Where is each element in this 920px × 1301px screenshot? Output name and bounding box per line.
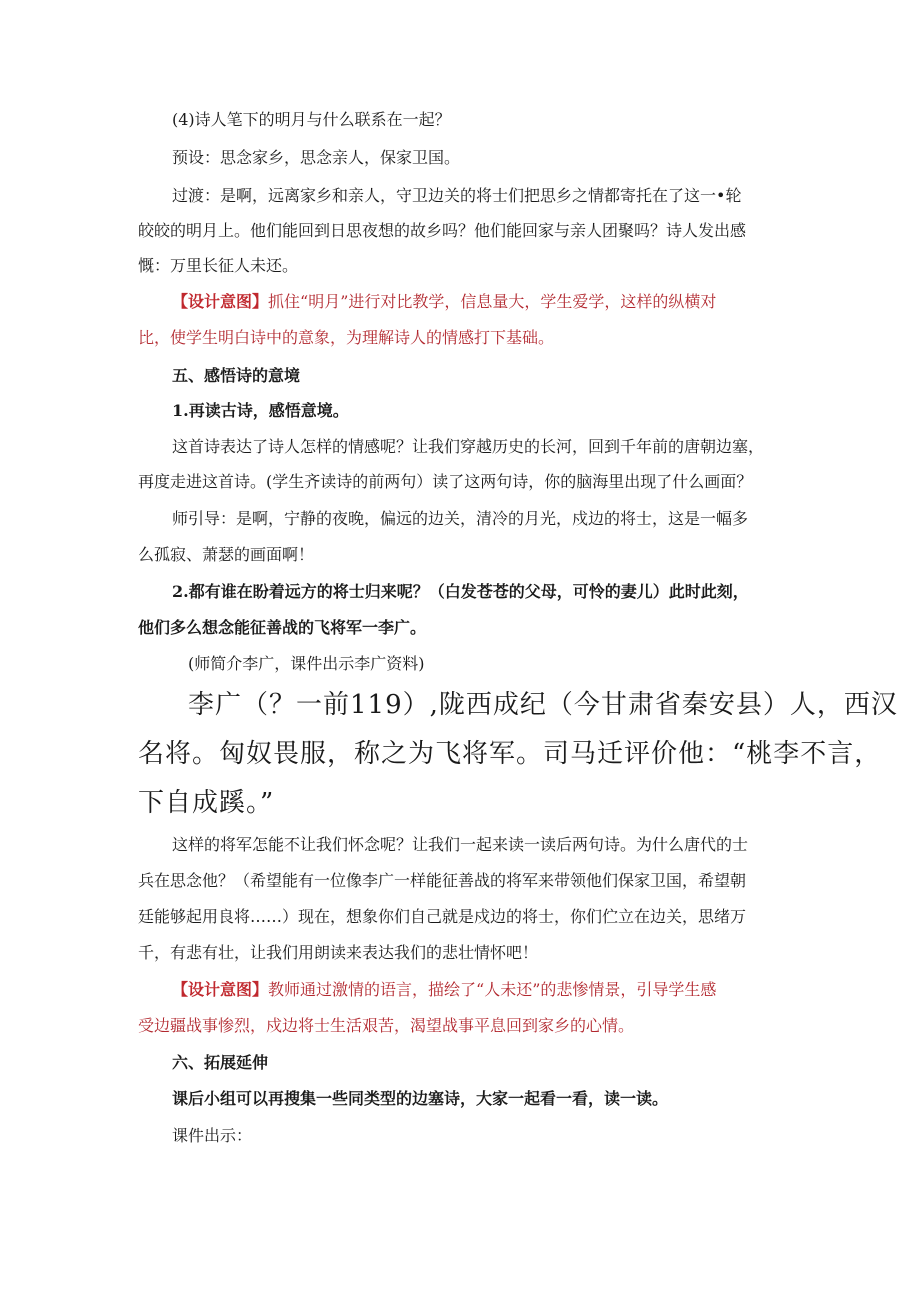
design-intent-text: 教师通过激情的语言，描绘了“人未还”的悲惨情景，引导学生感: [268, 980, 717, 999]
transition-line-1: 过渡：是啊，远离家乡和亲人，守卫边关的将士们把思乡之情都寄托在了这一•轮: [172, 186, 742, 205]
design-intent-tag: 【设计意图】: [172, 292, 269, 311]
li-guang-intro-note: (师简介李广，课件出示李广资料): [188, 654, 425, 673]
question-4: (4)诗人笔下的明月与什么联系在一起？: [172, 110, 451, 129]
general-text-line-2: 兵在思念他？（希望能有一位像李广一样能征善战的将军来带领他们保家卫国，希望朝: [138, 871, 747, 890]
design-intent-1-line-1: [172, 292, 832, 312]
section-6-heading: 六、拓展延伸: [172, 1053, 269, 1072]
design-intent-tag: 【设计意图】: [172, 980, 269, 999]
step-2-line-1: 2.都有谁在盼着远方的将士归来呢？（白发苍苍的父母，可怜的妻儿）此时此刻，: [172, 582, 749, 601]
teacher-guide-line-2: 么孤寂、萧瑟的画面啊！: [138, 545, 315, 564]
li-guang-bio-line-2: 名将。匈奴畏服，称之为飞将军。司马迁评价他：“桃李不言，: [138, 739, 882, 769]
teacher-guide-line-1: 师引导：是啊，宁静的夜晚，偏远的边关，清冷的月光，戍边的将士，这是一幅多: [172, 509, 749, 528]
transition-line-2: 皎皎的明月上。他们能回到日思夜想的故乡吗？他们能回家与亲人团聚吗？诗人发出感: [138, 221, 747, 240]
design-intent-text: 抓住“明月”进行对比教学，信息量大，学生爱学，这样的纵横对: [268, 292, 717, 311]
li-guang-bio-line-3: 下自成蹊。”: [138, 788, 275, 818]
transition-line-3: 慨：万里长征人未还。: [138, 256, 299, 275]
step-1-text-line-2: 再度走进这首诗。(学生齐读诗的前两句）读了这两句诗，你的脑海里出现了什么画面？: [138, 472, 753, 491]
general-text-line-3: 廷能够起用良将……）现在，想象你们自己就是戍边的将士，你们伫立在边关，思绪万: [138, 907, 747, 926]
section-5-heading: 五、感悟诗的意境: [172, 366, 301, 385]
design-intent-1-line-2: 比，使学生明白诗中的意象，为理解诗人的情感打下基础。: [138, 328, 555, 347]
general-text-line-4: 千，有悲有壮，让我们用朗读来表达我们的悲壮情怀吧！: [138, 943, 539, 962]
li-guang-bio-line-1: 李广（？一前119）,陇西成纪（今甘肃省秦安县）人，西汉: [188, 690, 898, 720]
design-intent-2-line-1: [172, 980, 832, 1000]
step-2-line-2: 他们多么想念能征善战的飞将军一李广。: [138, 618, 427, 637]
step-1-text-line-1: 这首诗表达了诗人怎样的情感呢？让我们穿越历史的长河，回到千年前的唐朝边塞，: [172, 437, 765, 456]
extend-instruction: 课后小组可以再搜集一些同类型的边塞诗，大家一起看一看，读一读。: [172, 1089, 669, 1108]
courseware-label: 课件出示：: [172, 1126, 253, 1145]
general-text-line-1: 这样的将军怎能不让我们怀念呢？让我们一起来读一读后两句诗。为什么唐代的士: [172, 835, 749, 854]
step-1-heading: 1.再读古诗，感悟意境。: [172, 401, 349, 420]
preset-answer: 预设：思念家乡，思念亲人，保家卫国。: [172, 148, 461, 167]
design-intent-2-line-2: 受边疆战事惨烈，戍边将士生活艰苦，渴望战事平息回到家乡的心情。: [138, 1016, 635, 1035]
